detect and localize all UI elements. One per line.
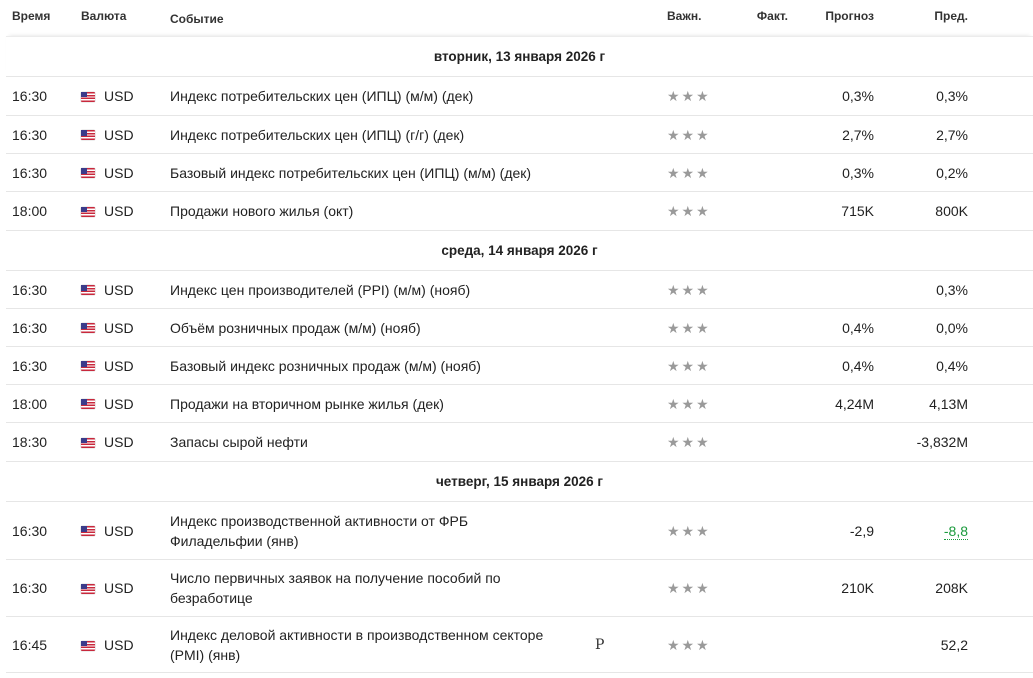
importance-stars-icon: ★★★ [667,320,711,336]
event-time: 16:30 [12,282,48,298]
importance-stars-icon: ★★★ [667,637,711,653]
us-flag-icon [81,584,95,594]
header-event[interactable]: Событие [170,12,224,26]
importance-stars-icon: ★★★ [667,396,711,412]
day-header: четверг, 15 января 2026 г [6,461,1033,501]
event-time: 16:30 [12,165,48,181]
day-header: вторник, 13 января 2026 г [6,36,1033,76]
event-name[interactable]: Число первичных заявок на получение пособий по безработице [170,570,501,606]
table-row[interactable] [6,153,1033,191]
table-row[interactable] [6,616,1033,673]
importance-stars-icon: ★★★ [667,203,711,219]
event-name[interactable]: Индекс цен производителей (PPI) (м/м) (нояб) [170,282,471,298]
event-time: 18:30 [12,434,48,450]
event-currency: USD [81,347,134,385]
table-row[interactable] [6,308,1033,346]
event-time: 16:30 [12,320,48,336]
event-previous: -3,832M [916,434,968,450]
event-forecast: -2,9 [849,523,874,539]
us-flag-icon [81,438,95,448]
event-name[interactable]: Базовый индекс потребительских цен (ИПЦ) (м/м) (дек) [170,165,532,181]
event-name[interactable]: Индекс деловой активности в производственном секторе (PMI) (янв) [170,627,544,663]
event-forecast: 0,3% [842,88,874,104]
event-previous: 0,0% [936,320,968,336]
event-name[interactable]: Индекс потребительских цен (ИПЦ) (м/м) (дек) [170,88,474,104]
event-previous [872,502,968,560]
header-actual[interactable]: Факт. [756,9,788,23]
us-flag-icon [81,207,95,217]
event-name[interactable]: Продажи нового жилья (окт) [170,203,354,219]
event-previous: 208K [935,580,968,596]
event-name[interactable]: Объём розничных продаж (м/м) (нояб) [170,320,421,336]
event-currency: USD [81,154,134,192]
us-flag-icon [81,130,95,140]
event-name[interactable]: Индекс производственной активности от ФРБ Филадельфии (янв) [170,513,469,549]
importance-stars-icon: ★★★ [667,434,711,450]
us-flag-icon [81,323,95,333]
header-forecast[interactable]: Прогноз [825,9,874,23]
event-forecast: 0,3% [842,165,874,181]
event-forecast: 715K [841,203,874,219]
table-row[interactable] [6,501,1033,559]
table-row[interactable] [6,191,1033,230]
event-currency: USD [81,560,134,617]
event-currency: USD [81,192,134,231]
us-flag-icon [81,399,95,409]
preliminary-marker: P [595,637,605,653]
event-previous: 4,13M [929,396,968,412]
us-flag-icon [81,92,95,102]
header-previous[interactable]: Пред. [934,9,968,23]
us-flag-icon [81,285,95,295]
previous-revised-value[interactable]: -8,8 [943,523,968,539]
event-previous: 52,2 [940,637,968,653]
event-forecast: 4,24M [835,396,874,412]
event-currency: USD [81,309,134,347]
event-time: 16:30 [12,127,48,143]
event-currency: USD [81,502,134,560]
event-forecast: 210K [841,580,874,596]
event-previous: 2,7% [936,127,968,143]
table-row[interactable] [6,384,1033,422]
importance-stars-icon: ★★★ [667,127,711,143]
event-time: 18:00 [12,396,48,412]
us-flag-icon [81,168,95,178]
importance-stars-icon: ★★★ [667,282,711,298]
event-previous: 0,2% [936,165,968,181]
event-previous: 0,4% [936,358,968,374]
table-row[interactable] [6,559,1033,616]
importance-stars-icon: ★★★ [667,523,711,539]
event-name[interactable]: Продажи на вторичном рынке жилья (дек) [170,396,444,412]
event-currency: USD [81,617,134,674]
event-currency: USD [81,423,134,462]
event-time: 16:30 [12,580,48,596]
importance-stars-icon: ★★★ [667,358,711,374]
event-currency: USD [81,271,134,309]
importance-stars-icon: ★★★ [667,165,711,181]
event-name[interactable]: Запасы сырой нефти [170,434,308,450]
us-flag-icon [81,641,95,651]
header-importance[interactable]: Важн. [667,9,702,23]
table-row[interactable] [6,76,1033,115]
event-time: 16:30 [12,88,48,104]
event-previous: 800K [935,203,968,219]
event-name[interactable]: Базовый индекс розничных продаж (м/м) (нояб) [170,358,481,374]
event-previous: 0,3% [936,88,968,104]
header-currency[interactable]: Валюта [81,9,127,23]
event-forecast: 2,7% [842,127,874,143]
day-header: среда, 14 января 2026 г [6,230,1033,270]
event-time: 16:30 [12,358,48,374]
table-header [0,0,1033,36]
importance-stars-icon: ★★★ [667,88,711,104]
event-time: 16:30 [12,523,48,539]
event-forecast: 0,4% [842,320,874,336]
table-row[interactable] [6,115,1033,153]
event-forecast: 0,4% [842,358,874,374]
event-time: 16:45 [12,637,48,653]
event-name[interactable]: Индекс потребительских цен (ИПЦ) (г/г) (дек) [170,127,465,143]
event-time: 18:00 [12,203,48,219]
table-row[interactable] [6,270,1033,308]
us-flag-icon [81,526,95,536]
header-time[interactable]: Время [12,9,51,23]
us-flag-icon [81,361,95,371]
table-row[interactable] [6,346,1033,384]
event-previous: 0,3% [936,282,968,298]
event-currency: USD [81,116,134,154]
table-row[interactable] [6,422,1033,461]
event-currency: USD [81,77,134,116]
importance-stars-icon: ★★★ [667,580,711,596]
event-currency: USD [81,385,134,423]
